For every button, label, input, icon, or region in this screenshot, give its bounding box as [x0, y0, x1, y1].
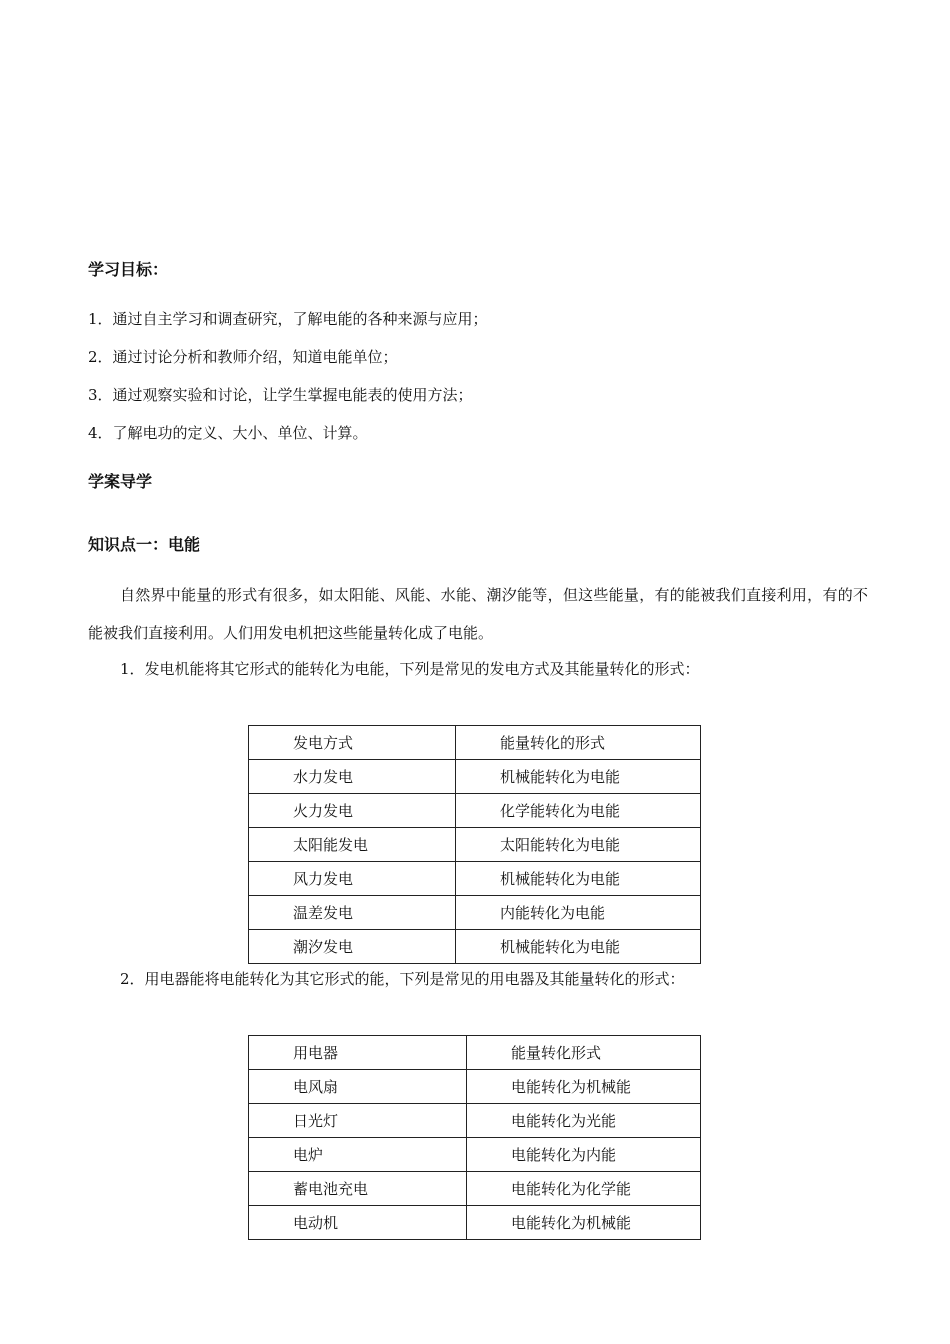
objective-item-4: 4．了解电功的定义、大小、单位、计算。 — [88, 424, 368, 442]
table-header-row — [249, 1036, 701, 1070]
table-row — [249, 1138, 701, 1172]
table-row — [249, 896, 701, 930]
appliance-item: 2．用电器能将电能转化为其它形式的能，下列是常见的用电器及其能量转化的形式： — [120, 970, 685, 988]
objective-item-2: 2．通过讨论分析和教师介绍，知道电能单位； — [88, 348, 398, 366]
generation-table — [248, 725, 701, 964]
objective-item-3: 3．通过观察实验和讨论，让学生掌握电能表的使用方法； — [88, 386, 473, 404]
table-row — [249, 930, 701, 964]
table-row — [249, 1104, 701, 1138]
table-cell: 电风扇 — [249, 1070, 467, 1104]
table-cell: 蓄电池充电 — [249, 1172, 467, 1206]
objective-item-1: 1．通过自主学习和调查研究，了解电能的各种来源与应用； — [88, 310, 488, 328]
table-cell: 电能转化为内能 — [467, 1138, 701, 1172]
table-cell: 温差发电 — [249, 896, 456, 930]
table-row — [249, 828, 701, 862]
table-cell: 火力发电 — [249, 794, 456, 828]
table-cell: 电动机 — [249, 1206, 467, 1240]
table-cell: 机械能转化为电能 — [456, 760, 701, 794]
table-header-cell: 能量转化的形式 — [456, 726, 701, 760]
appliance-table — [248, 1035, 701, 1240]
table-header-cell: 能量转化形式 — [467, 1036, 701, 1070]
table-row — [249, 760, 701, 794]
table-cell: 内能转化为电能 — [456, 896, 701, 930]
table-row — [249, 1206, 701, 1240]
table-cell: 电能转化为机械能 — [467, 1206, 701, 1240]
objectives-heading: 学习目标： — [88, 260, 169, 279]
table-cell: 太阳能转化为电能 — [456, 828, 701, 862]
table-cell: 电能转化为光能 — [467, 1104, 701, 1138]
table-header-row — [249, 726, 701, 760]
table-cell: 机械能转化为电能 — [456, 862, 701, 896]
table-cell: 水力发电 — [249, 760, 456, 794]
table-cell: 潮汐发电 — [249, 930, 456, 964]
guide-heading: 学案导学 — [88, 472, 153, 491]
table-cell: 机械能转化为电能 — [456, 930, 701, 964]
table-row — [249, 1070, 701, 1104]
table-row — [249, 794, 701, 828]
table-row — [249, 862, 701, 896]
energy-intro-paragraph: 自然界中能量的形式有很多，如太阳能、风能、水能、潮汐能等，但这些能量，有的能被我们直接利用，有的不能被我们直接利用。人们用发电机把这些能量转化成了电能。 — [88, 586, 868, 642]
table-cell: 电能转化为机械能 — [467, 1070, 701, 1104]
table-cell: 风力发电 — [249, 862, 456, 896]
table-cell: 电能转化为化学能 — [467, 1172, 701, 1206]
knowledge-point-1-heading: 知识点一：电能 — [88, 535, 201, 554]
generator-item: 1．发电机能将其它形式的能转化为电能，下列是常见的发电方式及其能量转化的形式： — [120, 660, 700, 678]
table-row — [249, 1172, 701, 1206]
table-cell: 电炉 — [249, 1138, 467, 1172]
table-cell: 太阳能发电 — [249, 828, 456, 862]
table-header-cell: 发电方式 — [249, 726, 456, 760]
table-header-cell: 用电器 — [249, 1036, 467, 1070]
table-cell: 日光灯 — [249, 1104, 467, 1138]
table-cell: 化学能转化为电能 — [456, 794, 701, 828]
